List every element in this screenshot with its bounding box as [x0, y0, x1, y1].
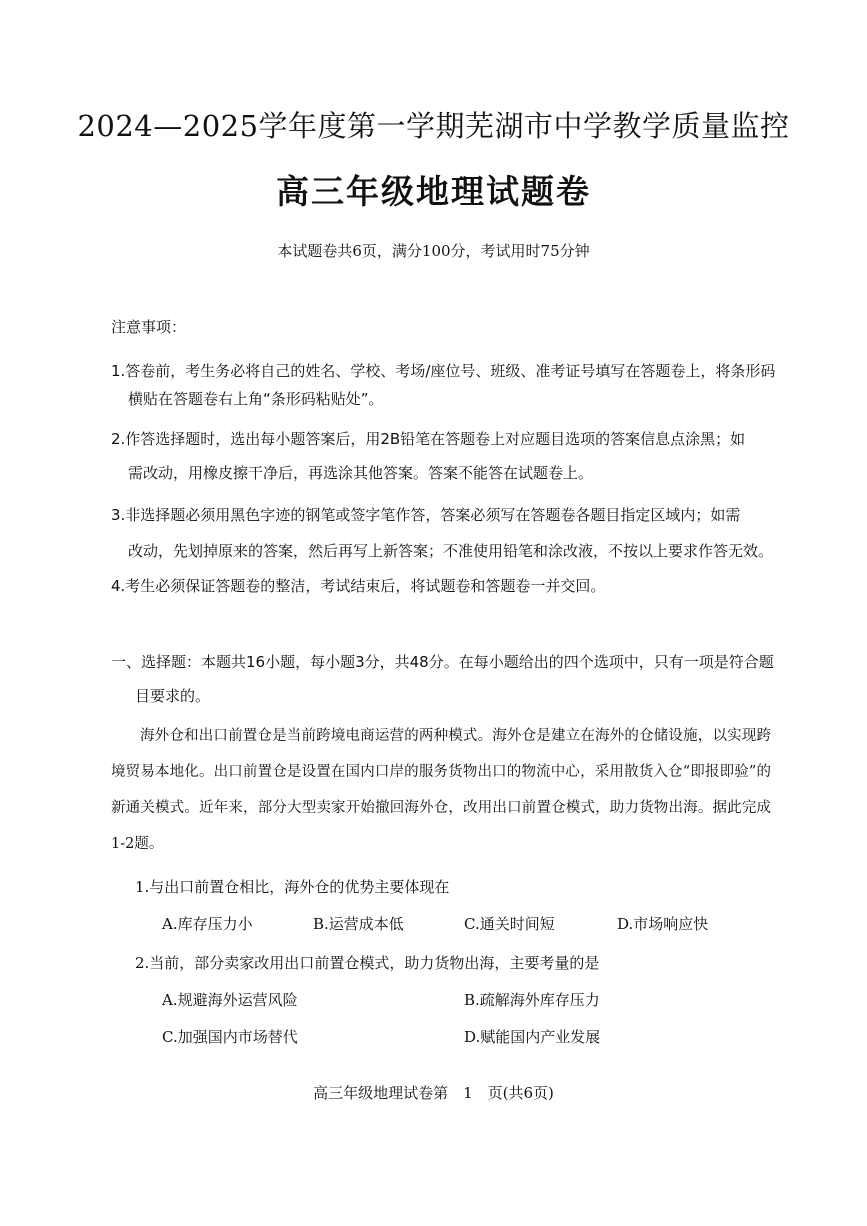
note-1-line-2: 横贴在答题卷右上角“条形码粘贴处”。	[128, 390, 384, 408]
question-1-option-a: A.库存压力小	[162, 915, 253, 933]
note-3-line-2: 改动，先划掉原来的答案，然后再写上新答案；不准使用铅笔和涂改液，不按以上要求作答无效。	[128, 542, 774, 560]
question-2-option-c: C.加强国内市场替代	[162, 1028, 298, 1046]
question-2-option-d: D.赋能国内产业发展	[464, 1028, 601, 1046]
exam-info: 本试题卷共6页，满分100分，考试用时75分钟	[277, 242, 590, 260]
question-1-option-c: C.通关时间短	[464, 915, 555, 933]
reading-passage: 海外仓和出口前置仓是当前跨境电商运营的两种模式。海外仓是建立在海外的仓储设施，以实现跨境贸易本地化。出口前置仓是设置在国内口岸的服务货物出口的物流中心，采用散货入仓“即报即验”的新通关模式。近年来，部分大型卖家开始撤回海外仓，改用出口前置仓模式，助力货物出海。据此完成1-2题。	[111, 728, 771, 852]
note-2-line-1: 2.作答选择题时，选出每小题答案后，用2B铅笔在答题卷上对应题目选项的答案信息点涂黑；如	[111, 430, 746, 448]
section-1-instructions: 一、选择题：本题共16小题，每小题3分，共48分。在每小题给出的四个选项中，只有一项是符合题	[111, 653, 774, 671]
note-3-line-1: 3.非选择题必须用黑色字迹的钢笔或签字笔作答，答案必须写在答题卷各题目指定区域内；如需	[111, 506, 741, 524]
question-1-option-d: D.市场响应快	[617, 915, 709, 933]
note-4-line-1: 4.考生必须保证答题卷的整洁，考试结束后，将试题卷和答题卷一并交回。	[111, 577, 606, 595]
note-2-line-2: 需改动，用橡皮擦干净后，再选涂其他答案。答案不能答在试题卷上。	[128, 464, 594, 482]
exam-title: 2024—2025学年度第一学期芜湖市中学教学质量监控	[77, 109, 790, 143]
section-1-instructions-cont: 目要求的。	[135, 687, 211, 705]
note-1-line-1: 1.答卷前，考生务必将自己的姓名、学校、考场/座位号、班级、准考证号填写在答题卷上，将条形码	[111, 362, 776, 380]
question-1-stem: 1.与出口前置仓相比，海外仓的优势主要体现在	[135, 878, 450, 896]
question-2-option-a: A.规避海外运营风险	[162, 991, 298, 1009]
notes-heading: 注意事项：	[111, 318, 187, 336]
question-2-stem: 2.当前，部分卖家改用出口前置仓模式，助力货物出海，主要考量的是	[135, 954, 600, 972]
page-footer: 高三年级地理试卷第 1 页(共6页)	[313, 1084, 554, 1102]
question-2-option-b: B.疏解海外库存压力	[464, 991, 600, 1009]
question-1-option-b: B.运营成本低	[313, 915, 404, 933]
exam-subtitle: 高三年级地理试题卷	[276, 172, 591, 211]
